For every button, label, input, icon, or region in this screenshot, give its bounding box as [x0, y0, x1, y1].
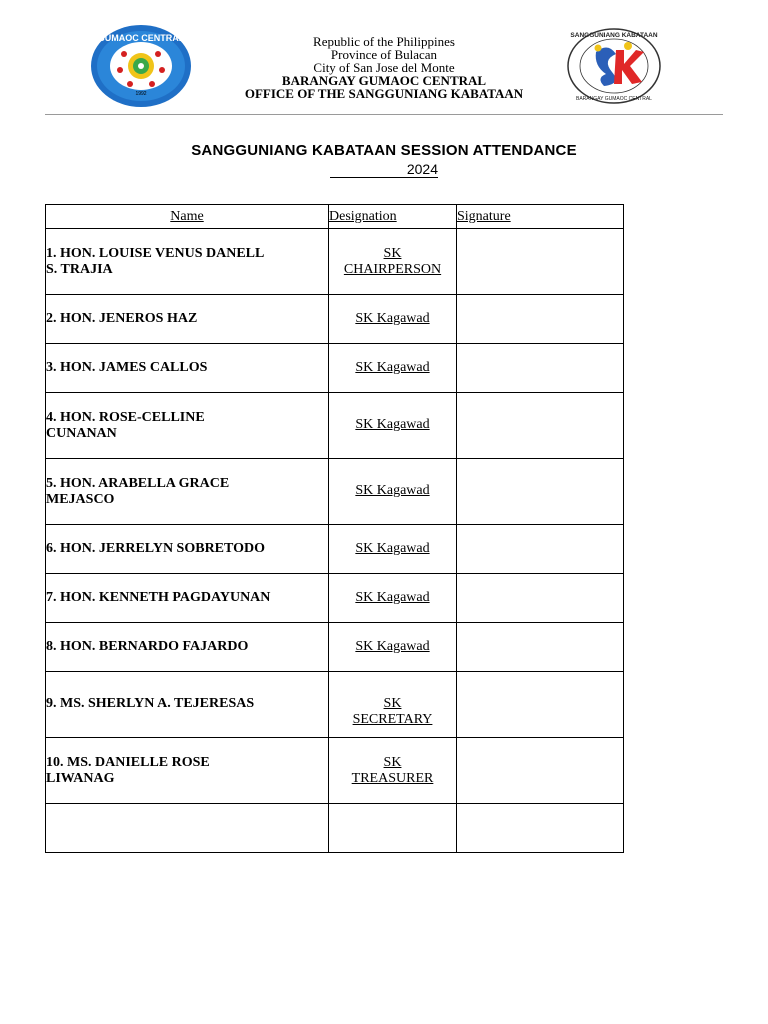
table-row [46, 525, 624, 574]
member-designation: SK Kagawad [329, 574, 457, 623]
column-header-designation: Designation [329, 205, 457, 229]
column-header-signature: Signature [457, 205, 624, 229]
member-designation: SK Kagawad [329, 459, 457, 525]
member-name: 1. HON. LOUISE VENUS DANELL S. TRAJIA [46, 229, 329, 295]
member-name: 10. MS. DANIELLE ROSE LIWANAG [46, 738, 329, 804]
signature-cell[interactable] [457, 344, 624, 393]
member-name: 4. HON. ROSE-CELLINE CUNANAN [46, 393, 329, 459]
sk-logo [566, 28, 662, 104]
signature-cell[interactable] [457, 459, 624, 525]
member-designation: SK SECRETARY [329, 672, 457, 738]
header-divider [45, 114, 723, 115]
column-header-name: Name [46, 205, 329, 229]
header-city: City of San Jose del Monte [313, 60, 455, 75]
member-designation: SK Kagawad [329, 623, 457, 672]
signature-cell[interactable] [457, 295, 624, 344]
table-row-empty [46, 804, 624, 853]
table-row [46, 672, 624, 738]
table-row [46, 574, 624, 623]
member-designation: SK Kagawad [329, 525, 457, 574]
header-barangay: BARANGAY GUMAOC CENTRAL [281, 73, 487, 88]
signature-cell[interactable] [457, 623, 624, 672]
header-office: OFFICE OF THE SANGGUNIANG KABATAAN [244, 86, 524, 101]
table-row [46, 229, 624, 295]
signature-cell[interactable] [457, 574, 624, 623]
member-designation: SK Kagawad [329, 295, 457, 344]
table-header-row [46, 205, 624, 229]
member-name: 6. HON. JERRELYN SOBRETODO [46, 525, 329, 574]
svg-text:SANGGUNIANG KABATAAN: SANGGUNIANG KABATAAN [570, 32, 658, 39]
header-province: Province of Bulacan [330, 47, 438, 62]
member-name: 7. HON. KENNETH PAGDAYUNAN [46, 574, 329, 623]
page-title: SANGGUNIANG KABATAAN SESSION ATTENDANCE [191, 142, 577, 159]
signature-cell[interactable] [457, 525, 624, 574]
member-name: 3. HON. JAMES CALLOS [46, 344, 329, 393]
table-row [46, 393, 624, 459]
svg-text:BARANGAY GUMAOC CENTRAL: BARANGAY GUMAOC CENTRAL [576, 96, 652, 102]
header-republic: Republic of the Philippines [313, 34, 455, 49]
signature-cell[interactable] [457, 738, 624, 804]
table-row [46, 623, 624, 672]
svg-text:GUMAOC CENTRAL: GUMAOC CENTRAL [97, 33, 185, 43]
member-designation: SK Kagawad [329, 393, 457, 459]
attendance-table [45, 204, 624, 853]
empty-designation-cell[interactable] [329, 804, 457, 853]
member-designation: SK Kagawad [329, 344, 457, 393]
member-name: 5. HON. ARABELLA GRACE MEJASCO [46, 459, 329, 525]
signature-cell[interactable] [457, 804, 624, 853]
svg-text:1992: 1992 [135, 91, 147, 97]
table-row [46, 459, 624, 525]
table-row [46, 738, 624, 804]
signature-cell[interactable] [457, 229, 624, 295]
member-name: 8. HON. BERNARDO FAJARDO [46, 623, 329, 672]
table-row [46, 344, 624, 393]
member-name: 2. HON. JENEROS HAZ [46, 295, 329, 344]
member-designation: SK TREASURER [329, 738, 457, 804]
empty-name-cell[interactable] [46, 804, 329, 853]
member-name: 9. MS. SHERLYN A. TEJERESAS [46, 672, 329, 738]
member-designation: SK CHAIRPERSON [329, 229, 457, 295]
year-field: 2024 [330, 162, 438, 178]
signature-cell[interactable] [457, 393, 624, 459]
table-row [46, 295, 624, 344]
signature-cell[interactable] [457, 672, 624, 738]
